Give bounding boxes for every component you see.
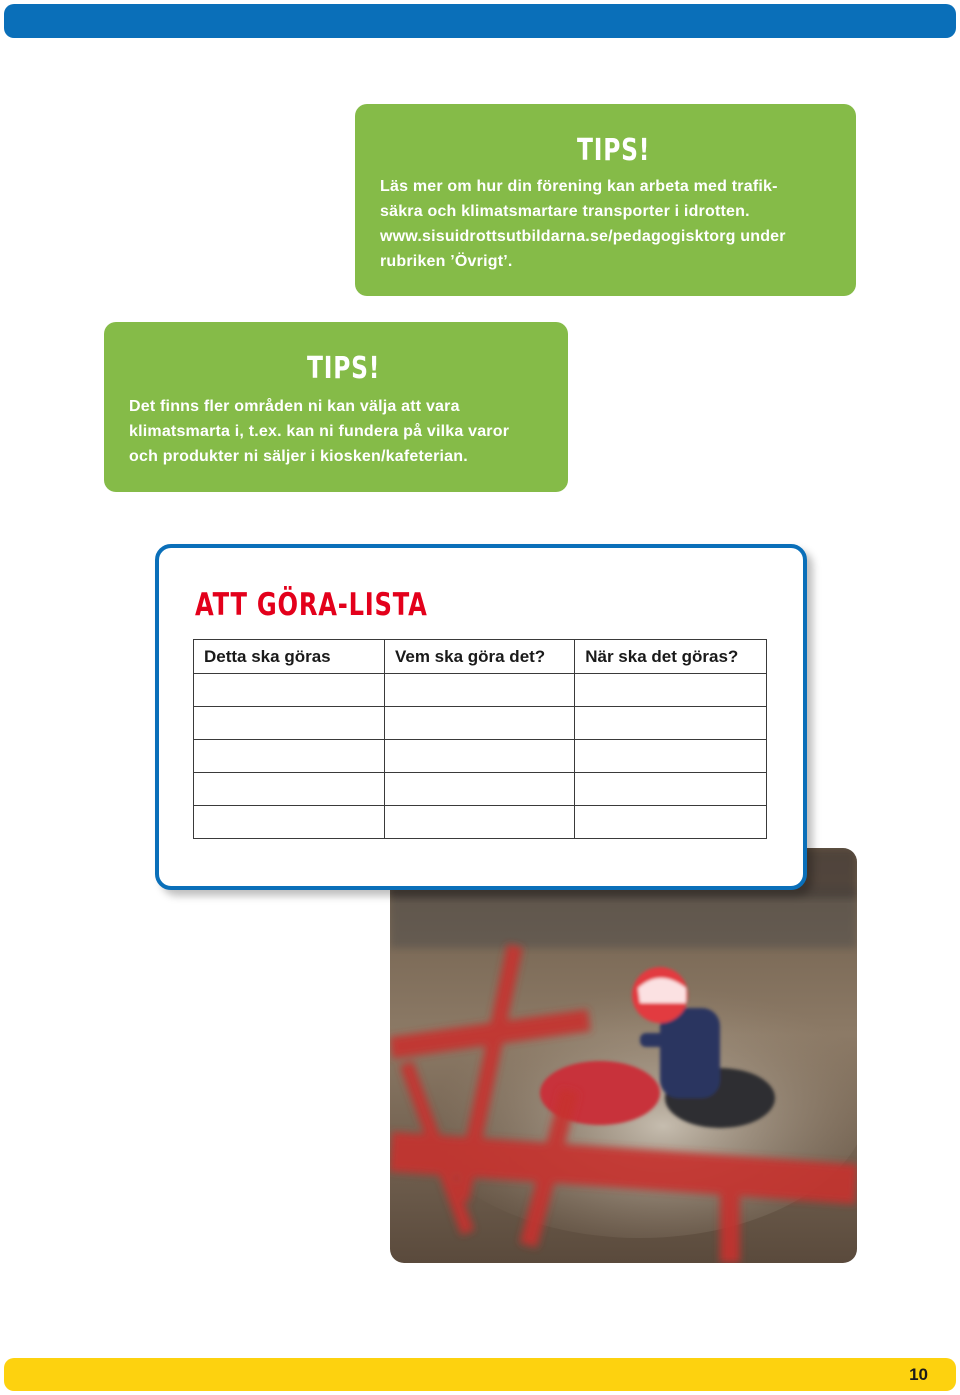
todo-title: ATT GÖRA-LISTA <box>195 587 428 623</box>
table-cell[interactable] <box>575 773 767 806</box>
column-header: Detta ska göras <box>194 640 385 674</box>
table-cell[interactable] <box>194 806 385 839</box>
tips-text: Det finns fler områden ni kan välja att vara klimatsmarta i, t.ex. kan ni fundera på vilka varor och produkter ni säljer i kiosken/kafeterian. <box>129 398 510 465</box>
table-cell[interactable] <box>575 740 767 773</box>
table-cell[interactable] <box>384 806 574 839</box>
table-cell[interactable] <box>194 773 385 806</box>
page-number: 10 <box>909 1365 928 1384</box>
table-cell[interactable] <box>194 740 385 773</box>
table-cell[interactable] <box>384 773 574 806</box>
column-header: Vem ska göra det? <box>384 640 574 674</box>
table-row <box>194 773 767 806</box>
table-cell[interactable] <box>575 707 767 740</box>
table-row <box>194 740 767 773</box>
table-row <box>194 707 767 740</box>
bottom-bar <box>4 1358 956 1391</box>
tips-text: Läs mer om hur din förening kan arbeta med trafik- säkra och klimatsmartare transporter i idrotten. www.sisuidrottsutbildarna.se/pedagogisktorg under rubriken ’Övrigt’. <box>380 178 786 270</box>
tips-box-transport <box>355 104 856 296</box>
table-cell[interactable] <box>575 806 767 839</box>
table-cell[interactable] <box>384 740 574 773</box>
table-row <box>194 674 767 707</box>
table-cell[interactable] <box>575 674 767 707</box>
todo-table <box>193 639 767 839</box>
table-cell[interactable] <box>384 674 574 707</box>
todo-card <box>155 544 807 890</box>
table-cell[interactable] <box>194 707 385 740</box>
table-cell[interactable] <box>194 674 385 707</box>
column-header: När ska det göras? <box>575 640 767 674</box>
table-row <box>194 806 767 839</box>
tips-title: TIPS! <box>307 351 381 386</box>
table-cell[interactable] <box>384 707 574 740</box>
top-bar <box>4 4 956 38</box>
tips-title: TIPS! <box>577 133 651 168</box>
atv-rider-photo <box>390 848 857 1263</box>
tips-box-kiosk <box>104 322 568 492</box>
table-header-row <box>194 640 767 674</box>
